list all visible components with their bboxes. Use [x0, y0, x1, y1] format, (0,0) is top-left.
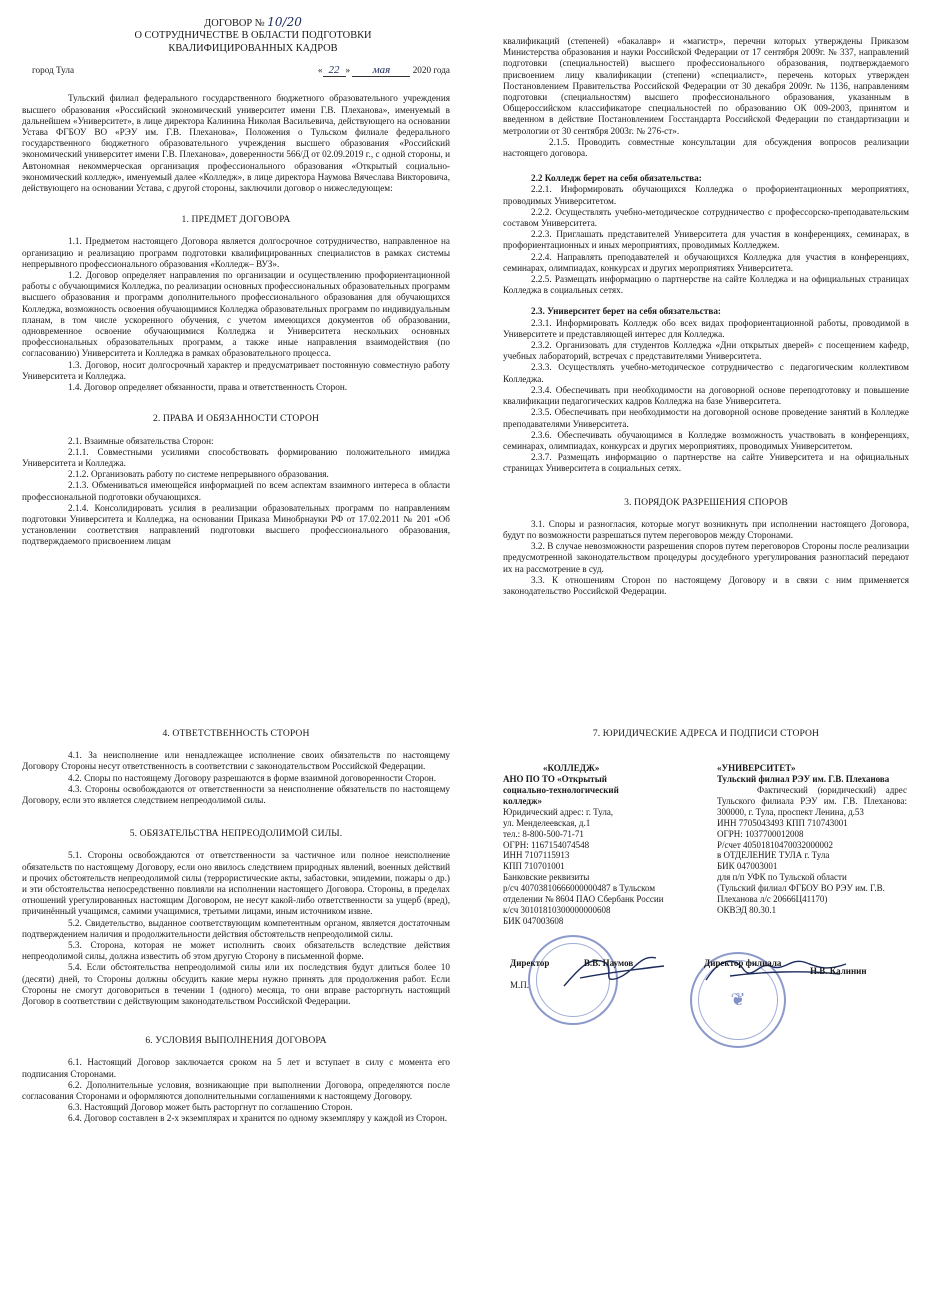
page2-left-column: [22, 722, 450, 1288]
university-line: ОГРН: 1037700012008: [717, 828, 804, 839]
college-signature: [560, 948, 670, 994]
parties-block: [503, 763, 909, 927]
university-heading: «УНИВЕРСИТЕТ»: [717, 763, 796, 774]
city: город Тула: [32, 65, 75, 76]
clause-1-3: 1.3. Договор, носит долгосрочный характер и предусматривает постоянную совместную работу Университета и Колледжа.: [22, 359, 450, 381]
university-line: (Тульский филиал ФГБОУ ВО РЭУ им. Г.В. Плеханова л/с 20666Ц41170): [717, 883, 885, 905]
college-line: ул. Менделеевская, д.1: [503, 817, 591, 828]
page1-left-column: [22, 16, 450, 664]
clause-2-3-1: 2.3.1. Информировать Колледж обо всех видах профориентационной работы, проводимой в Университете и представляющей интерес для Колледжа.: [503, 317, 909, 339]
clause-2-3-7: 2.3.7. Размещать информацию о партнерстве на сайте Университета и на официальных страницах Университета в социальных сетях.: [503, 452, 909, 474]
page1-right-column: [503, 36, 909, 672]
college-name: АНО ПО ТО «Открытый социально-технологический колледж»: [503, 774, 619, 806]
clause-1-4: 1.4. Договор определяет обязанности, права и ответственность Сторон.: [68, 382, 348, 393]
preamble: Тульский филиал федерального государственного бюджетного образовательного учреждения высшего образования «Российский экономический университет имени Г.В. Плеханова», именуемый в дальнейшем «Университет», в лице директора Калинина Николая Васильевича, действующего на основании Устава ФГБОУ ВО «РЭУ им. Г.В. Плеханова», Положения о Тульском филиале федерального государственного бюджетного образовательного учреждения высшего образования «Российский экономический университет имени Г.В. Плеханова», доверенности 566/Д от 02.09.2019 г., с одной стороны, и Автономная некоммерческая организация профессионального образования «Открытый социально-экономический колледж», именуемый далее «Колледж», в лице директора Наумова Вячеслава Викторовича, действующего на основании Устава, с другой стороны, заключили договор о нижеследующем:: [22, 93, 450, 194]
university-sign-name: Н.В. Калинин: [810, 966, 867, 976]
title-line-3: КВАЛИФИЦИРОВАННЫХ КАДРОВ: [168, 42, 338, 54]
clause-4-3: 4.3. Стороны освобождаются от ответственности за неисполнение обязательств по настоящему Договору, если это является следствием непреодолимой силы.: [22, 783, 450, 806]
university-address: Фактический (юридический) адрес Тульского филиала РЭУ им. Г.В. Плеханова: 300000, г. Тула, проспект Ленина, д.53: [717, 785, 907, 817]
college-line: тел.: 8-800-500-71-71: [503, 828, 584, 839]
clause-2-2-heading: 2.2 Колледж берет на себя обязательства:: [531, 173, 702, 184]
clause-2-1-2: 2.1.2. Организовать работу по системе непрерывного образования.: [68, 469, 329, 480]
date-day: 22: [323, 64, 346, 77]
university-sign-label: Директор филиала: [704, 958, 782, 968]
clause-6-4: 6.4. Договор составлен в 2-х экземплярах и хранится по одному экземпляру у каждой из Сторон.: [68, 1113, 448, 1124]
clause-2-3-3: 2.3.3. Осуществлять учебно-методическое сотрудничество с педагогическим коллективом Колледжа.: [503, 362, 909, 384]
clause-2-1-5: 2.1.5. Проводить совместные консультации для обсуждения вопросов реализации настоящего договора.: [503, 136, 909, 159]
university-line: ОКВЭД 80.30.1: [717, 904, 777, 915]
clause-1-1: 1.1. Предметом настоящего Договора является долгосрочное сотрудничество, направленное на организацию и реализацию программ подготовки квалифицированных специалистов в рамках системы непрерывного профессионального образования «Колледж– ВУЗ».: [22, 236, 450, 269]
college-sign-label: Директор: [510, 958, 550, 968]
clause-2-3-heading: 2.3. Университет берет на себя обязательства:: [531, 306, 721, 317]
clause-2-3-4: 2.3.4. Обеспечивать при необходимости на договорной основе переподготовку и повышение квалификации педагогических кадров Колледжа на базе Университета.: [503, 384, 909, 407]
clause-5-4: 5.4. Если обстоятельства непреодолимой силы или их последствия будут длиться более 10 (десяти) дней, то Стороны должны обсудить какие меры нужно принять для продолжения работ. Если Стороны не смогут договориться в течении 1 (одного) месяца, то они вправе расторгнуть настоящий Договор в соответствии с действующим законодательством Российской Федерации.: [22, 962, 450, 1007]
contract-title: [88, 16, 418, 55]
clause-3-2: 3.2. В случае невозможности разрешения споров путем переговоров Стороны после реализации предусмотренной законодательством процедуры досудебного урегулирования разногласий передают их на рассмотрение в суд.: [503, 541, 909, 574]
clause-2-3-6: 2.3.6. Обеспечивать обучающимся в Колледже возможность участвовать в конференциях, семинарах, олимпиадах, конкурсах и других мероприятиях, проводимых Университетом.: [503, 429, 909, 451]
clause-3-3: 3.3. К отношениям Сторон по настоящему Договору и в связи с ним применяется законодательство Российской Федерации.: [503, 574, 909, 596]
college-line: ОГРН: 1167154074548: [503, 839, 590, 850]
section-4-title: 4. ОТВЕТСТВЕННОСТЬ СТОРОН: [162, 728, 310, 739]
date-month: мая: [372, 64, 391, 77]
clause-2-2-1: 2.2.1. Информировать обучающихся Колледжа о профориентационных мероприятиях, проводимых Университетом.: [503, 184, 909, 206]
date-year: 2020 года: [412, 65, 450, 76]
university-line: в ОТДЕЛЕНИЕ ТУЛА г. Тула: [717, 850, 830, 861]
eagle-emblem-icon: ❦: [730, 989, 746, 1010]
college-line: р/сч 40703810666000000487 в Тульском отделении № 8604 ПАО Сбербанк России: [503, 883, 664, 905]
clause-2-3-5: 2.3.5. Обеспечивать при необходимости на договорной основе проведение занятий в Колледже преподавателями Университета.: [503, 407, 909, 429]
clause-1-2: 1.2. Договор определяет направления по организации и осуществлению профориентационной работы с обучающимися Колледжа, по реализации основных профессиональных образовательных программ высшего образования и программ дополнительного профессионального образования для обучающихся Колледжа, возможность освоения обучающимися Колледжа образовательных программ по индивидуальным планам, в том числе ускоренного обучения, с учетом имеющихся документов об образовании, одновременное освоение обучающимися Колледжа и Университета нескольких основных профессиональных образовательных программ, а также иные направления взаимодействия (по согласованию) Университета и Колледжа в рамках образовательного процесса.: [22, 270, 450, 359]
clause-4-2: 4.2. Споры по настоящему Договору разрешаются в форме взаимной договоренности Сторон.: [68, 772, 437, 783]
clause-2-2-3: 2.2.3. Приглашать представителей Университета для участия в конференциях, семинарах, в профориентационных и иных мероприятиях, проводимых Колледжем.: [503, 229, 909, 251]
contract-date: « 22 » мая 2020 года: [317, 64, 450, 77]
section-6-title: 6. УСЛОВИЯ ВЫПОЛНЕНИЯ ДОГОВОРА: [145, 1035, 327, 1047]
college-line: БИК 047003608: [503, 915, 564, 926]
college-mp: М.П.: [510, 980, 530, 990]
clause-2-1-heading: 2.1. Взаимные обязательства Сторон:: [68, 435, 214, 446]
section-1-title: 1. ПРЕДМЕТ ДОГОВОРА: [181, 214, 291, 226]
clause-5-1: 5.1. Стороны освобождаются от ответственности за частичное или полное неисполнение обязательств по настоящему Договору, если оно явилось следствием природных явлений, военных действий и прочих обстоятельств непреодолимой силы (террористические акты, забастовки, эпидемии, пожары о др.) и эти обстоятельства непосредственно повлияли на исполнении настоящего Договора. Стороны, в пределах отношений урегулированных настоящим Договором, не несут какой-либо ответственности за ущерб (вред), причинённый учащимся, самими учащимися, третьими лицами, иным источником извне.: [22, 850, 450, 917]
college-line: Банковские реквизиты: [503, 872, 590, 883]
college-line: к/сч 30101810300000000608: [503, 904, 611, 915]
clause-2-2-5: 2.2.5. Размещать информацию о партнерстве на сайте Колледжа и на официальных страницах Колледжа в социальных сетях.: [503, 274, 909, 296]
college-heading: «КОЛЛЕДЖ»: [543, 763, 600, 774]
clause-2-3-2: 2.3.2. Организовать для студентов Колледжа «Дни открытых дверей» с посещением кафедр, учебных лабораторий, встречах с представителями Университета.: [503, 340, 909, 362]
party-university: [717, 763, 907, 927]
clause-2-1-3: 2.1.3. Обмениваться имеющейся информацией по всем аспектам взаимного интереса в области профессиональной подготовки обучающихся.: [22, 480, 450, 502]
university-name: Тульский филиал РЭУ им. Г.В. Плеханова: [717, 774, 890, 785]
university-line: ИНН 7705043493 КПП 710743001: [717, 817, 848, 828]
clause-5-2: 5.2. Свидетельство, выданное соответствующим компетентным органом, является достаточным подтверждением наличия и продолжительности действия обстоятельств непреодолимой силы.: [22, 917, 450, 939]
university-line: БИК 047003001: [717, 861, 778, 872]
section-7-title: 7. ЮРИДИЧЕСКИЕ АДРЕСА И ПОДПИСИ СТОРОН: [592, 728, 820, 739]
clause-2-2-4: 2.2.4. Направлять преподавателей и обучающихся Колледжа для участия в конференциях, семинарах, олимпиадах, конкурсах и других мероприятиях Университета.: [503, 251, 909, 273]
university-line: Р/счет 40501810470032000002: [717, 839, 834, 850]
section-2-title: 2. ПРАВА И ОБЯЗАННОСТИ СТОРОН: [152, 413, 319, 425]
city-date-line: [32, 65, 450, 77]
clause-6-2: 6.2. Дополнительные условия, возникающие при выполнении Договора, определяются после согласования Сторонами и оформляются дополнительными соглашениями к настоящему Договору.: [22, 1079, 450, 1102]
university-line: для п/п УФК по Тульской области: [717, 872, 847, 883]
title-line-2: О СОТРУДНИЧЕСТВЕ В ОБЛАСТИ ПОДГОТОВКИ: [134, 30, 372, 42]
clause-2-2-2: 2.2.2. Осуществлять учебно-методическое сотрудничество с профессорско-преподавательским составом Университета.: [503, 206, 909, 229]
clause-2-1-1: 2.1.1. Совместными усилиями способствовать формированию положительного имиджа Университета и Колледжа.: [22, 446, 450, 468]
clause-6-1: 6.1. Настоящий Договор заключается сроком на 5 лет и вступает в силу с момента его подписания Сторонами.: [22, 1057, 450, 1079]
college-line: Юридический адрес: г. Тула,: [503, 806, 614, 817]
college-line: ИНН 7107115913: [503, 850, 570, 861]
clause-2-1-4-continued: квалификаций (степеней) «бакалавр» и «магистр», перечни которых утверждены Приказом Министерства образования и науки Российской Федерации от 17 сентября 2009г. № 337, направлений подготовки (специальностей) высшего профессионального образования, подтверждаемого присвоением лицу квалификации (степени) «специалист», перечень которых утвержден Постановлением Правительства Российской Федерации от 30 декабря 2009г. № 1136, направлениям подготовки (специальностям) высшего профессионального образования, указанным в Общероссийском классификаторе специальностей по образованию ОК 009-2003, принятом и введенном в действие Постановлением Госстандарта Российской Федерации по стандартизации и метрологии от 30 сентября 2003г. № 276-ст».: [503, 36, 909, 136]
clause-4-1: 4.1. За неисполнение или ненадлежащее исполнение своих обязательств по настоящему Договору Стороны несут ответственность в соответствии с законодательством Российской Федерации.: [22, 750, 450, 772]
title-prefix: ДОГОВОР №: [204, 18, 265, 29]
contract-number: 10/20: [267, 16, 302, 29]
section-5-title: 5. ОБЯЗАТЕЛЬСТВА НЕПРЕОДОЛИМОЙ СИЛЫ.: [129, 828, 343, 840]
clause-5-3: 5.3. Сторона, которая не может исполнить своих обязательств вследствие действия непреодолимой силы, должна известить об этом другую Сторону в письменной форме.: [22, 940, 450, 962]
party-college: [503, 763, 693, 927]
college-sign-name: В.В. Наумов: [583, 958, 634, 968]
clause-2-1-4: 2.1.4. Консолидировать усилия в реализации образовательных программ по направлениям подготовки Университета и Колледжа, на основании Приказа Минобрнауки РФ от 17.02.2011 № 201 «Об установлении соответствия направлений подготовки высшего профессионального образования, подтверждаемого присвоением лицам: [22, 502, 450, 547]
section-3-title: 3. ПОРЯДОК РАЗРЕШЕНИЯ СПОРОВ: [624, 496, 788, 508]
clause-3-1: 3.1. Споры и разногласия, которые могут возникнуть при исполнении настоящего Договора, будут по возможности разрешаться путем переговоров между Сторонами.: [503, 518, 909, 540]
clause-6-3: 6.3. Настоящий Договор может быть расторгнут по соглашению Сторон.: [68, 1102, 353, 1113]
college-line: КПП 710701001: [503, 861, 565, 872]
